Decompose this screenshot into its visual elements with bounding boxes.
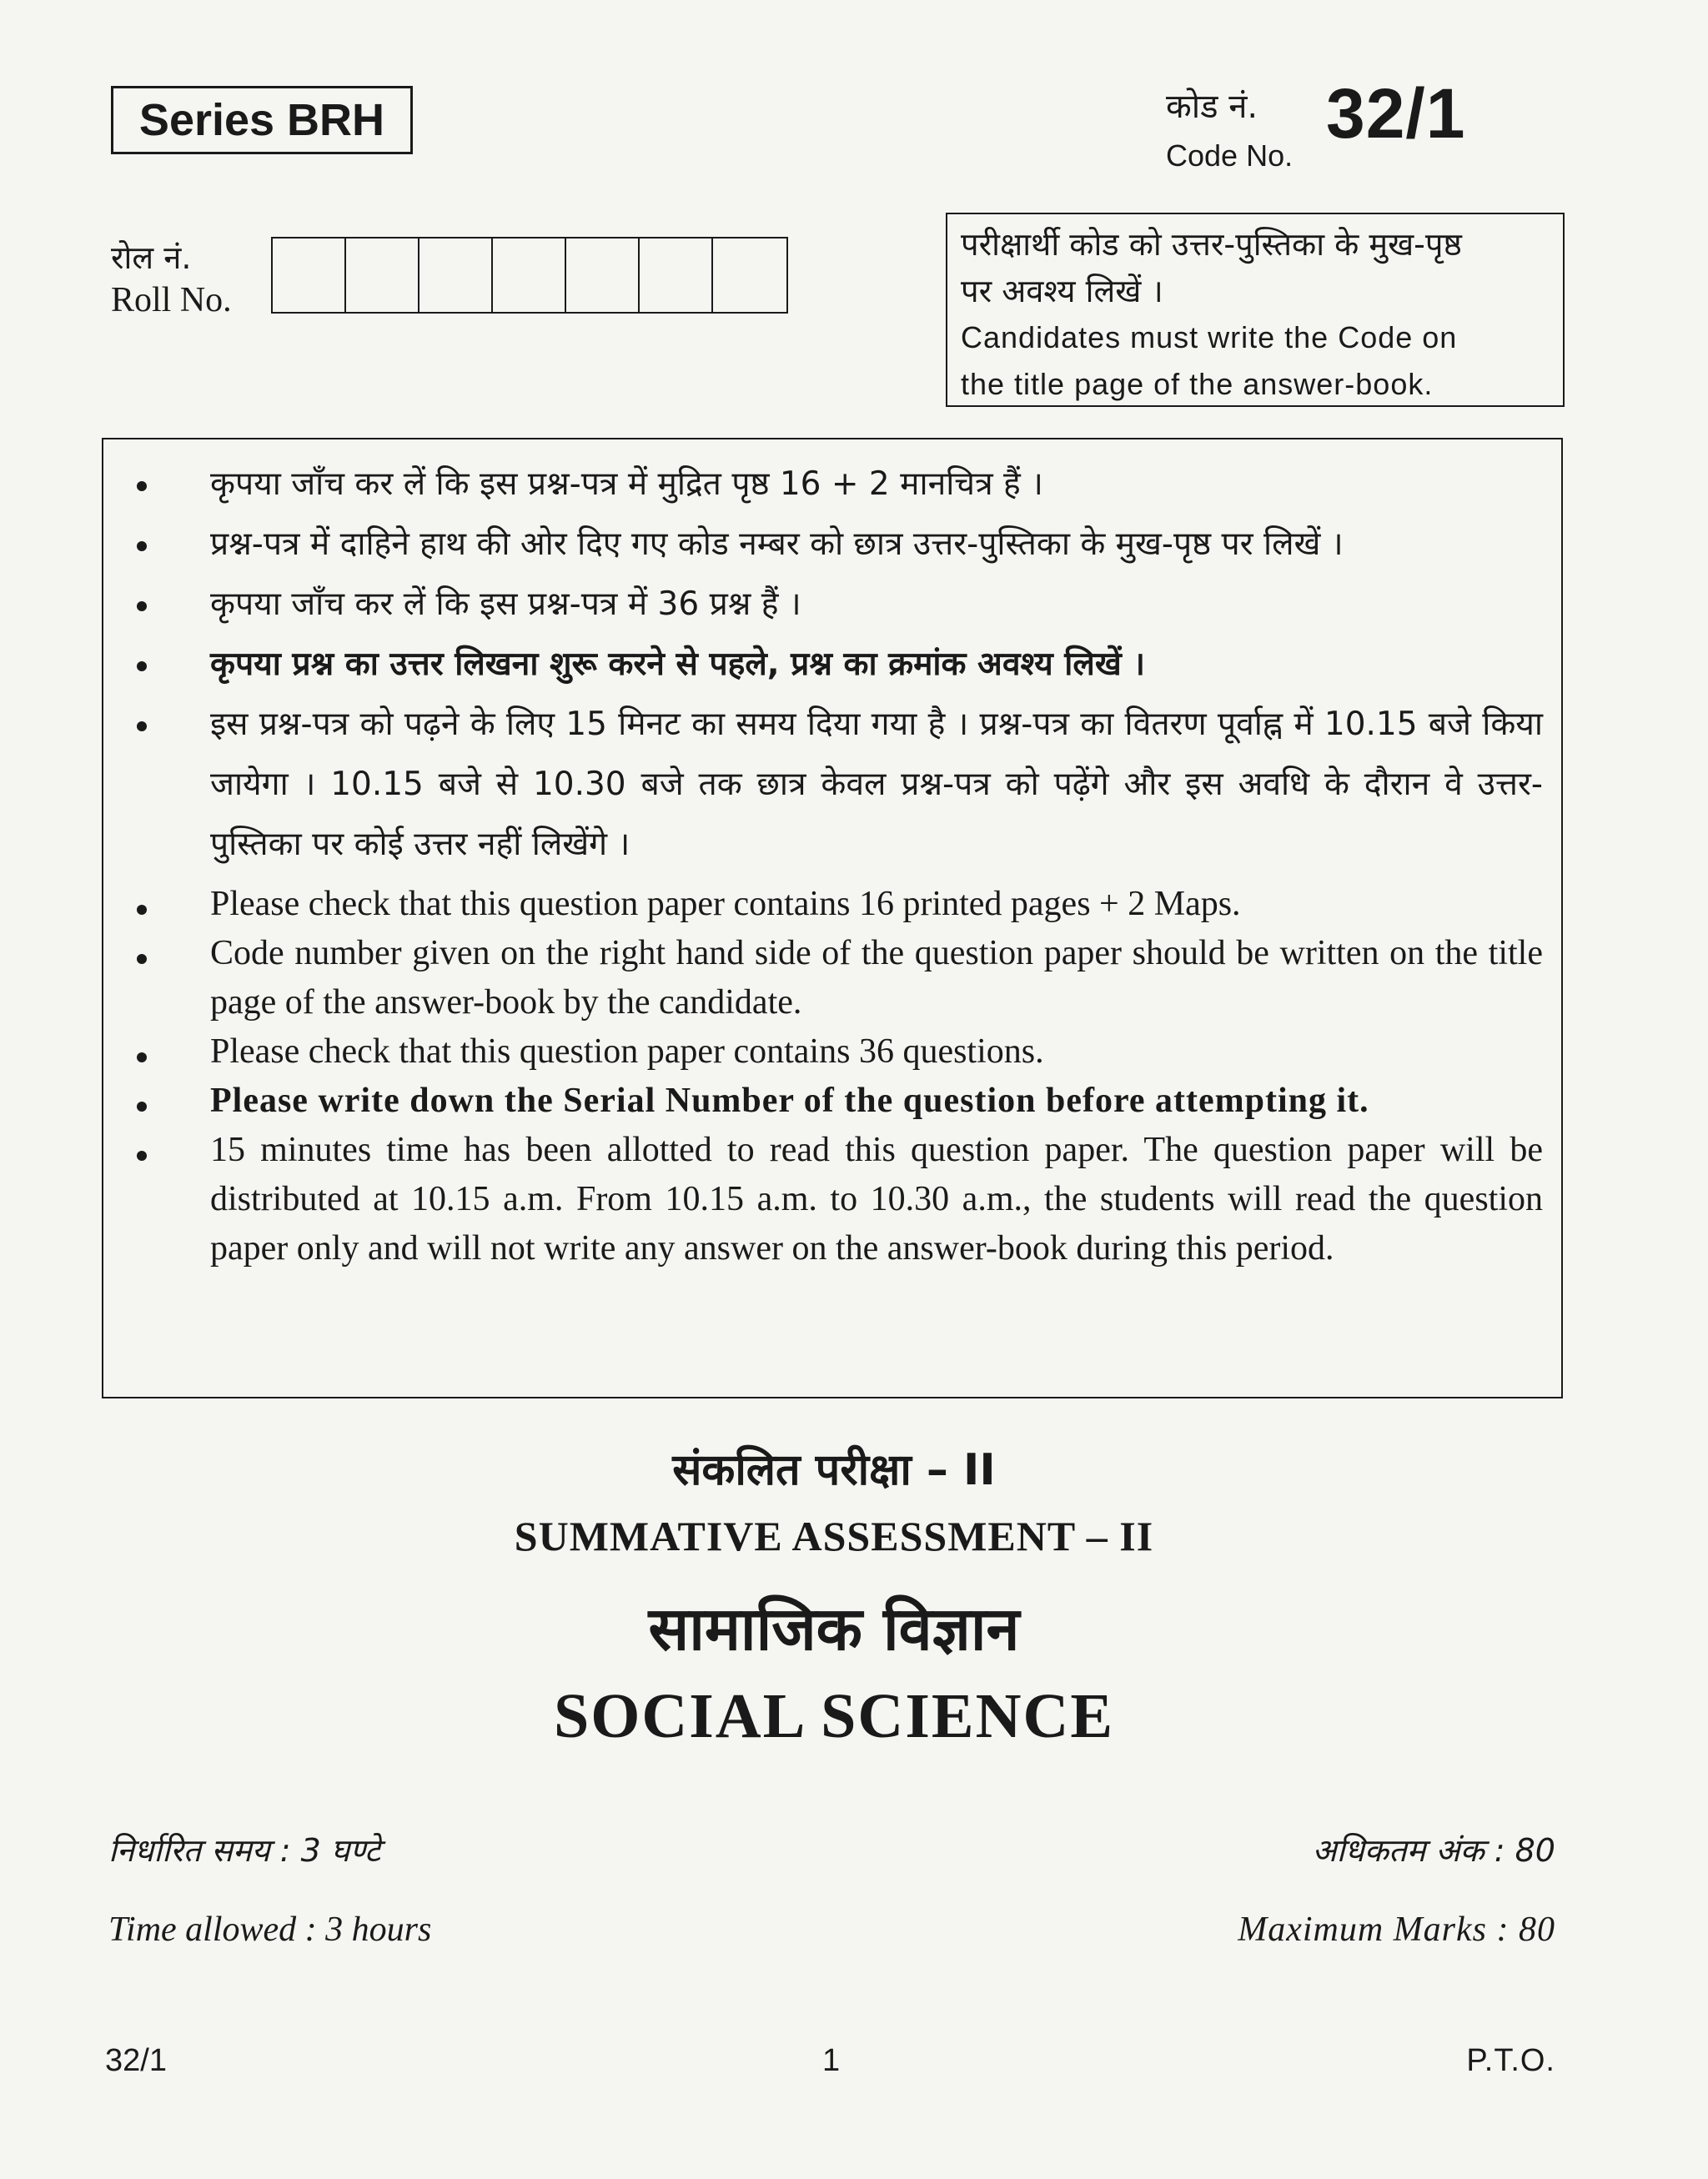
instructions-box — [102, 438, 1563, 1398]
instruction-english — [210, 1027, 1543, 1077]
instruction-text: इस प्रश्न-पत्र को पढ़ने के लिए 15 मिनट का समय दिया गया है । प्रश्न-पत्र का वितरण पूर्वाह्न में 10.15 बजे किया जायेगा । 10.15 बजे से 10.30 बजे तक छात्र केवल प्रश्न-पत्र को पढ़ेंगे और इस अवधि के दौरान वे उत्तर-पुस्तिका पर कोई उत्तर नहीं लिखेंगे । — [210, 705, 1543, 863]
series-text: Series BRH — [138, 95, 385, 145]
page-number: 1 — [822, 2043, 841, 2078]
instruction-text: Code number given on the right hand side of the question paper should be written on the title page of the answer-book by the candidate. — [210, 934, 1543, 1022]
roll-digit-box[interactable] — [346, 238, 419, 312]
roll-digit-box[interactable] — [566, 238, 640, 312]
roll-digit-box[interactable] — [713, 238, 786, 312]
footer-code: 32/1 — [105, 2043, 167, 2078]
instruction-text: Please check that this question paper contains 16 printed pages + 2 Maps. — [210, 885, 1241, 923]
instruction-text: Please write down the Serial Number of the question before attempting it. — [210, 1082, 1369, 1120]
exam-title-hindi: संकलित परीक्षा – II — [672, 1445, 996, 1495]
instruction-english — [210, 880, 1543, 929]
bullet-icon — [137, 661, 147, 671]
instruction-hindi — [210, 635, 1543, 695]
exam-title-english: SUMMATIVE ASSESSMENT – II — [514, 1513, 1154, 1559]
instruction-english — [210, 929, 1543, 1027]
roll-label-english: Roll No. — [111, 281, 232, 319]
instruction-hindi — [210, 454, 1543, 515]
notice-line: the title page of the answer-book. — [961, 367, 1434, 401]
instruction-text: Please check that this question paper contains 36 questions. — [210, 1032, 1044, 1071]
bullet-icon — [137, 601, 147, 611]
bullet-icon — [137, 954, 147, 964]
instruction-text: प्रश्न-पत्र में दाहिने हाथ की ओर दिए गए कोड नम्बर को छात्र उत्तर-पुस्तिका के मुख-पृष्ठ पर लिखें । — [210, 525, 1344, 563]
bullet-icon — [137, 1052, 147, 1062]
bullet-icon — [137, 905, 147, 915]
instruction-text: कृपया जाँच कर लें कि इस प्रश्न-पत्र में मुद्रित पृष्ठ 16 + 2 मानचित्र हैं । — [210, 465, 1043, 503]
roll-number-boxes[interactable] — [271, 237, 788, 314]
code-label-hindi: कोड नं. — [1166, 88, 1258, 126]
time-allowed-hindi: निर्धारित समय : 3 घण्टे — [108, 1832, 381, 1869]
instruction-english — [210, 1126, 1543, 1273]
notice-line: Candidates must write the Code on — [961, 320, 1458, 354]
roll-digit-box[interactable] — [493, 238, 566, 312]
time-allowed-english: Time allowed : 3 hours — [108, 1910, 432, 1949]
candidate-notice-box — [946, 213, 1565, 407]
maximum-marks-english: Maximum Marks : 80 — [1238, 1910, 1555, 1949]
roll-digit-box[interactable] — [273, 238, 346, 312]
instruction-hindi — [210, 575, 1543, 635]
bullet-icon — [137, 1102, 147, 1112]
instruction-hindi — [210, 515, 1543, 575]
bullet-icon — [137, 721, 147, 731]
code-number: 32/1 — [1326, 74, 1466, 153]
series-label — [111, 86, 413, 154]
roll-digit-box[interactable] — [640, 238, 713, 312]
notice-line: परीक्षार्थी कोड को उत्तर-पुस्तिका के मुख-पृष्ठ — [961, 226, 1462, 263]
roll-label-hindi: रोल नं. — [111, 239, 192, 276]
bullet-icon — [137, 541, 147, 551]
maximum-marks-hindi: अधिकतम अंक : 80 — [1312, 1832, 1555, 1869]
bullet-icon — [137, 1151, 147, 1161]
subject-title-english: SOCIAL SCIENCE — [553, 1681, 1115, 1751]
instruction-text: कृपया जाँच कर लें कि इस प्रश्न-पत्र में 36 प्रश्न हैं । — [210, 585, 801, 623]
instruction-text: कृपया प्रश्न का उत्तर लिखना शुरू करने से पहले, प्रश्न का क्रमांक अवश्य लिखें । — [210, 645, 1146, 683]
instruction-hindi — [210, 695, 1543, 875]
subject-title-hindi: सामाजिक विज्ञान — [648, 1594, 1020, 1664]
instruction-english — [210, 1077, 1543, 1126]
code-label-english: Code No. — [1166, 138, 1294, 173]
please-turn-over: P.T.O. — [1466, 2043, 1555, 2078]
notice-line: पर अवश्य लिखें । — [961, 273, 1163, 309]
bullet-icon — [137, 481, 147, 491]
instruction-text: 15 minutes time has been allotted to read this question paper. The question paper will be distributed at 10.15 a.m. From 10.15 a.m. to 10.30 a.m., the students will read the question paper only and will not write any answer on the answer-book during this period. — [210, 1131, 1543, 1268]
roll-digit-box[interactable] — [419, 238, 493, 312]
